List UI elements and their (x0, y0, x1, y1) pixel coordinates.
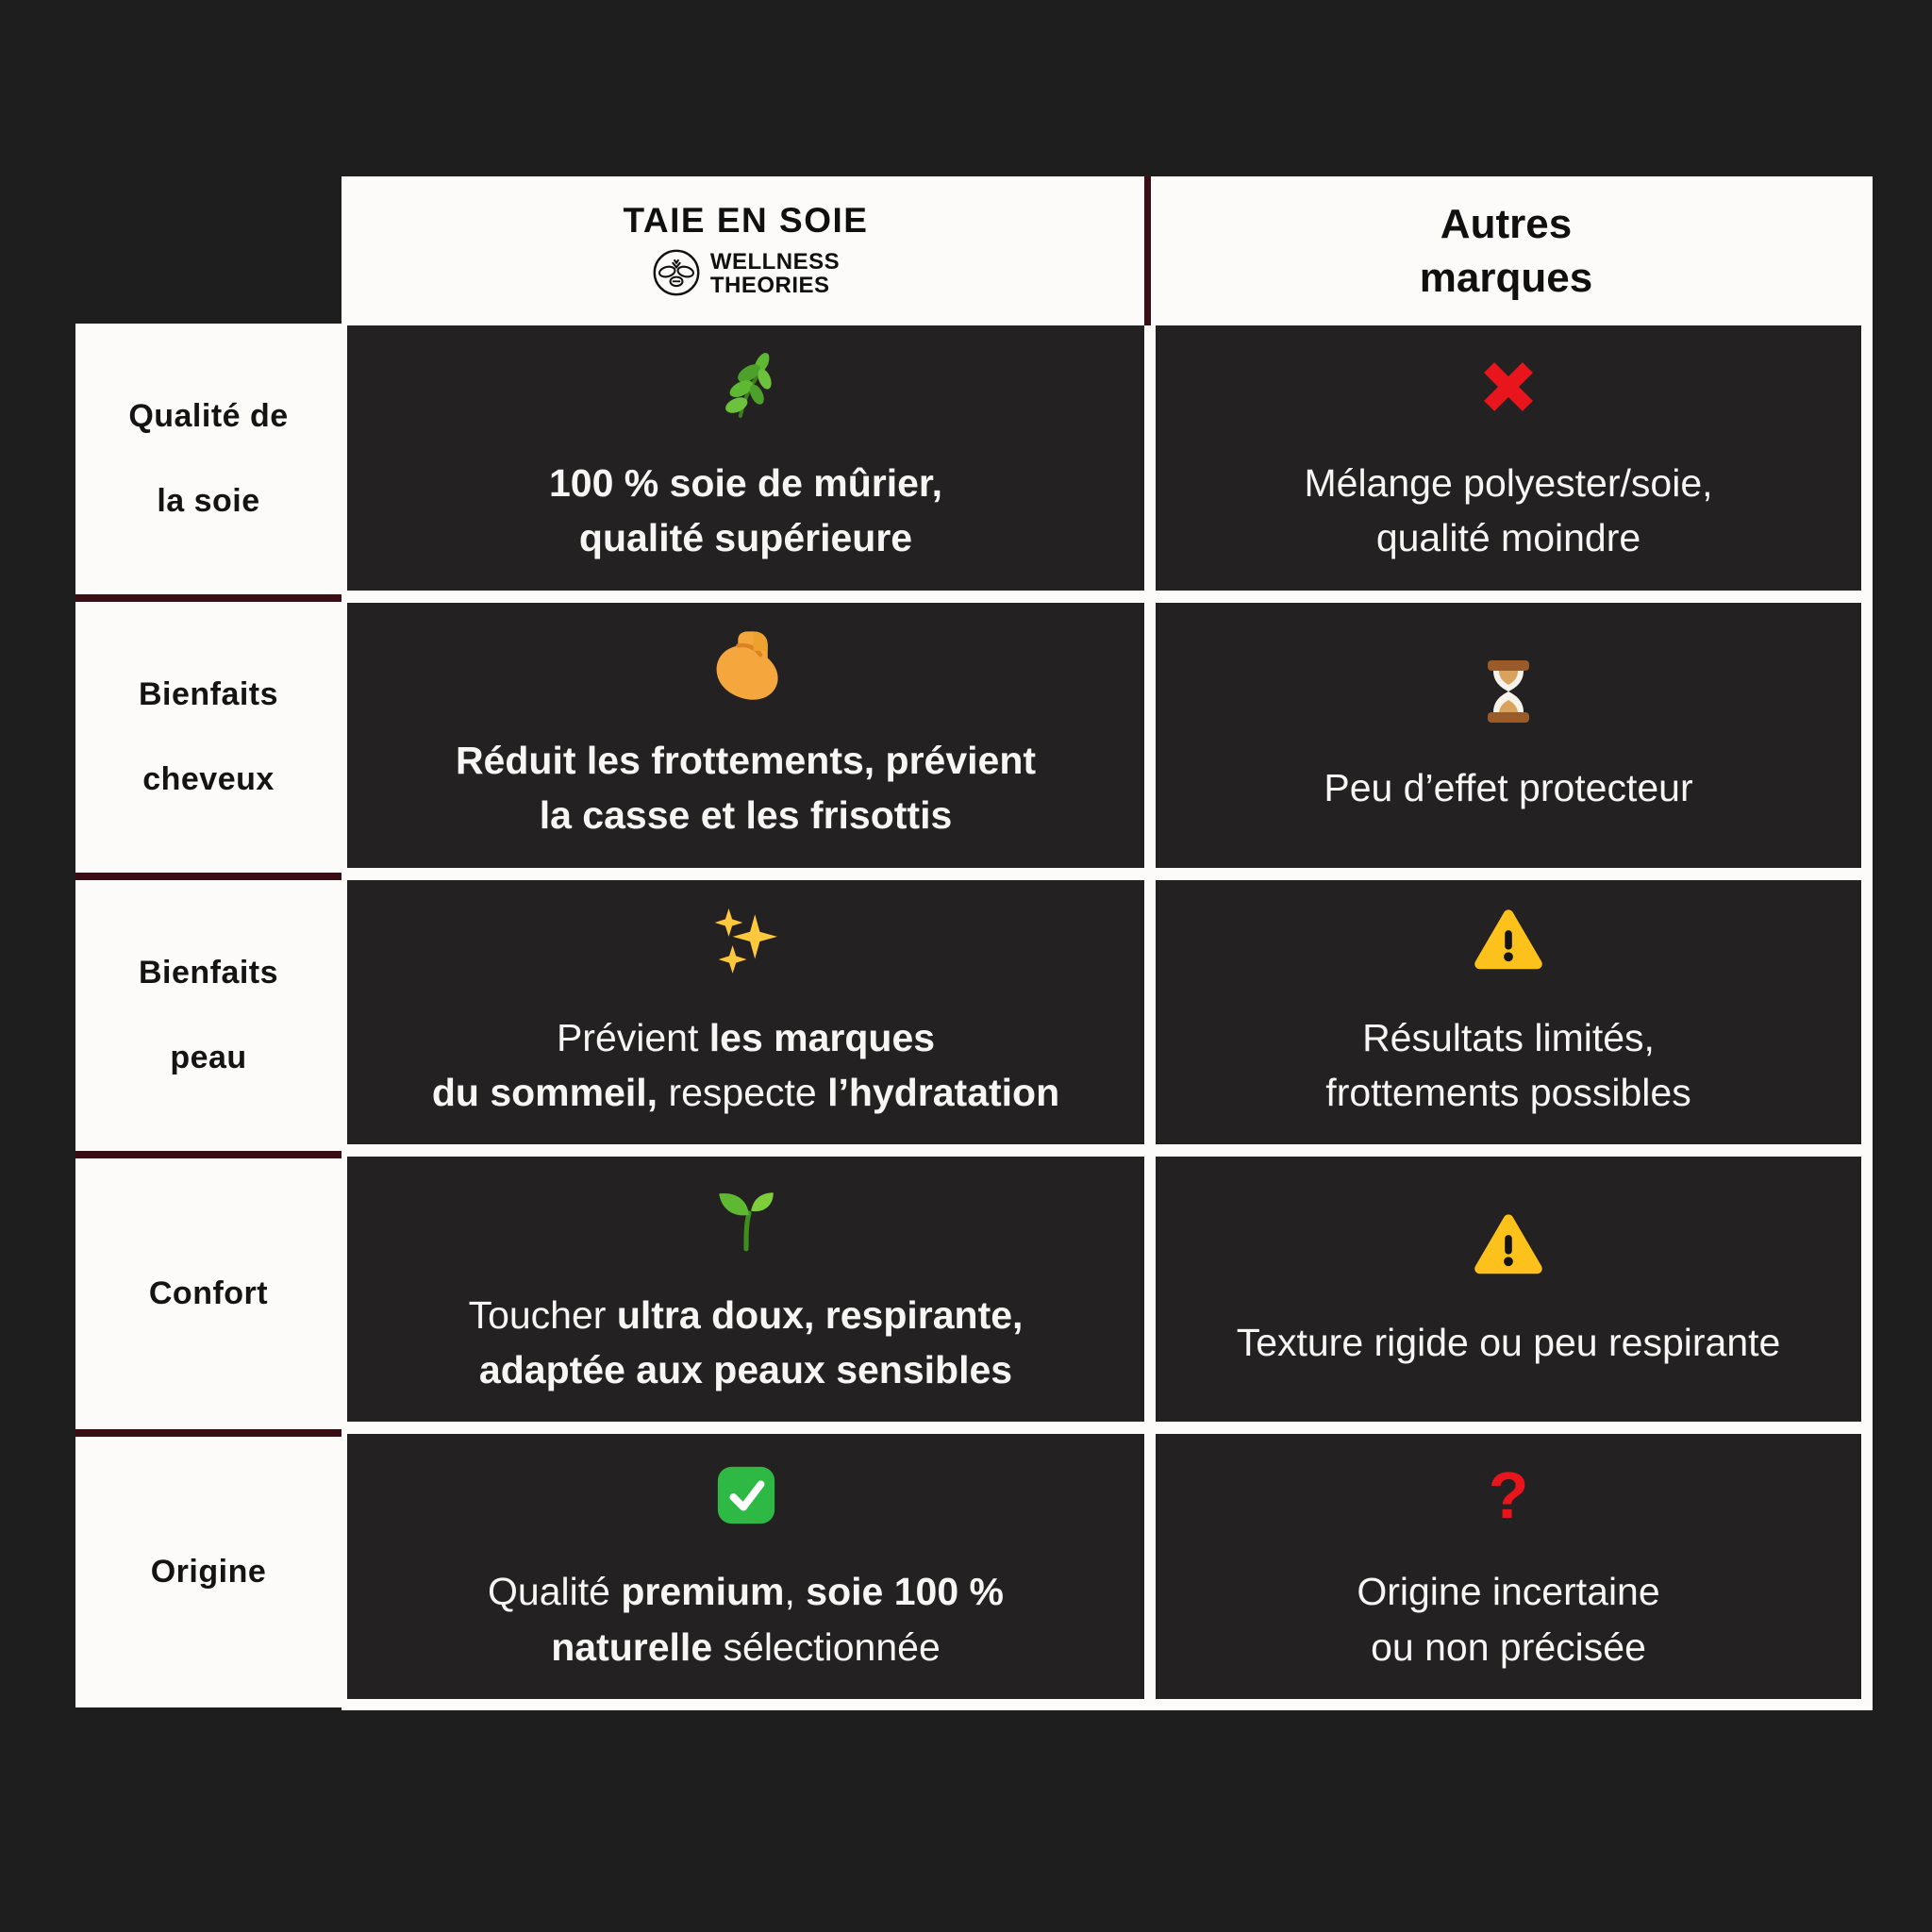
brand-logo-line1: WELLNESS (709, 249, 841, 275)
check-icon (713, 1458, 779, 1532)
other-cell-text: Origine incertaine ou non précisée (1357, 1570, 1660, 1669)
herb-icon (711, 350, 781, 424)
content-grid (347, 325, 1861, 1699)
competitor-title (1420, 197, 1592, 305)
other-cell-row-2 (1156, 603, 1861, 868)
brand-cell-row-4 (347, 1157, 1144, 1422)
row-label-2: Bienfaits cheveux (75, 602, 341, 880)
other-cell-row-5 (1156, 1434, 1861, 1699)
brand-cell-text: Réduit les frottements, prévient la casse et les frisottis (455, 738, 1037, 838)
competitor-header-cell (1151, 176, 1861, 325)
brand-title: TAIE EN SOIE (623, 200, 869, 240)
brand-cell-text: Qualité premium, soie 100 % naturelle sélectionnée (488, 1570, 1004, 1669)
other-cell-row-1 (1156, 325, 1861, 591)
brand-logo-text (710, 251, 840, 298)
row-label-1: Qualité de la soie (75, 324, 341, 602)
brand-cell-row-5 (347, 1434, 1144, 1699)
bee-circle-icon (652, 248, 701, 302)
row-label-column (75, 324, 341, 1707)
biceps-icon (709, 627, 783, 701)
table-header-row (347, 176, 1861, 325)
brand-logo-line2: THEORIES (709, 273, 830, 298)
other-cell-text: Mélange polyester/soie, qualité moindre (1304, 461, 1713, 560)
brand-header-cell (347, 176, 1144, 325)
hourglass-icon (1474, 655, 1542, 728)
brand-cell-row-2 (347, 603, 1144, 868)
comparison-table (341, 176, 1873, 1710)
sparkles-icon (711, 905, 781, 978)
other-cell-text: Texture rigide ou peu respirante (1236, 1320, 1781, 1364)
competitor-title-line1: Autres (1440, 200, 1573, 247)
brand-cell-text: 100 % soie de mûrier, qualité supérieure (548, 461, 943, 560)
brand-cell-row-1 (347, 325, 1144, 591)
seedling-icon (711, 1182, 781, 1256)
warning-icon (1472, 905, 1545, 978)
other-cell-row-4 (1156, 1157, 1861, 1422)
cross-icon (1475, 350, 1541, 424)
header-divider (1144, 176, 1151, 325)
row-label-5: Origine (75, 1437, 341, 1707)
other-cell-row-3 (1156, 880, 1861, 1145)
brand-cell-text: Prévient les marques du sommeil, respecte l’hydratation (431, 1015, 1060, 1114)
row-label-3: Bienfaits peau (75, 880, 341, 1158)
brand-cell-text: Toucher ultra doux, respirante, adaptée aux peaux sensibles (468, 1292, 1024, 1391)
brand-logo (652, 248, 840, 302)
warning-icon (1472, 1209, 1545, 1283)
other-cell-text: Résultats limités, frottements possibles (1325, 1015, 1691, 1114)
brand-cell-row-3 (347, 880, 1144, 1145)
row-label-4: Confort (75, 1158, 341, 1437)
competitor-title-line2: marques (1419, 255, 1593, 301)
question-icon: ? (1488, 1458, 1529, 1533)
other-cell-text: Peu d’effet protecteur (1324, 766, 1693, 810)
